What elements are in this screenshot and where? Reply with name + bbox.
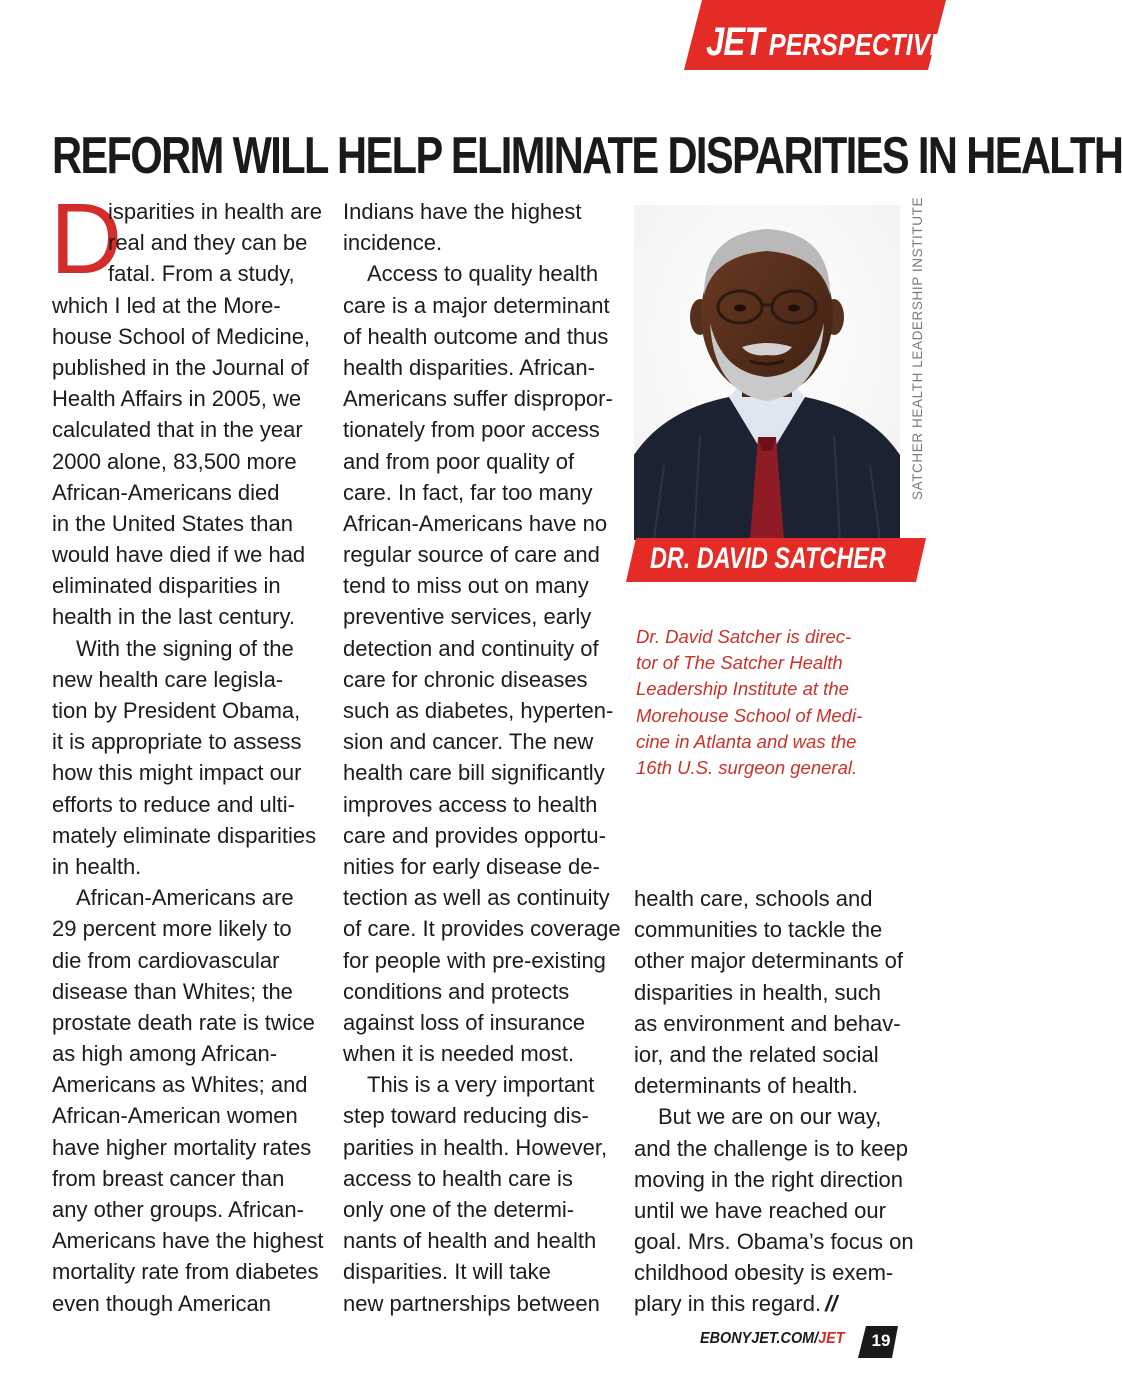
text-line: when it is needed most. — [343, 1041, 575, 1067]
text-line: 29 percent more likely to — [52, 916, 292, 942]
text-line: prostate death rate is twice — [52, 1009, 315, 1035]
drop-cap: D — [50, 183, 123, 295]
text-line: health disparities. African- — [343, 354, 595, 380]
text-line: disparities in health, such — [634, 979, 882, 1005]
text-line: preventive services, early — [343, 604, 592, 630]
footer-site-suffix: JET — [818, 1330, 845, 1347]
text-line: parities in health. However, — [343, 1134, 608, 1160]
text-line: moving in the right direction — [634, 1166, 904, 1192]
footer-site — [700, 1330, 844, 1348]
text-line: in health. — [52, 853, 142, 879]
text-line: mortality rate from diabetes — [52, 1259, 319, 1285]
text-line: incidence. — [343, 230, 443, 256]
text-line: would have died if we had — [52, 542, 306, 568]
text-line: care is a major determinant — [343, 292, 610, 318]
text-line: goal. Mrs. Obama’s focus on — [634, 1229, 914, 1255]
text-line: care for chronic diseases — [343, 666, 588, 692]
caption-line: tor of The Satcher Health — [636, 652, 843, 674]
text-line: detection and continuity of — [343, 635, 599, 661]
text-line — [634, 1288, 914, 1319]
text-line: disease than Whites; the — [52, 978, 293, 1004]
article-headline: REFORM WILL HELP ELIMINATE DISPARITIES IN HEALTH — [52, 127, 1122, 185]
text-line: But we are on our way, — [658, 1104, 882, 1130]
photo-credit: SATCHER HEALTH LEADERSHIP INSTITUTE — [910, 196, 925, 500]
text-line: and from poor quality of — [343, 448, 575, 474]
text-line: This is a very important — [367, 1072, 595, 1098]
text-line: calculated that in the year — [52, 417, 303, 443]
article-column-2 — [343, 196, 623, 1319]
name-plate — [626, 538, 926, 582]
text-line: improves access to health — [343, 791, 598, 817]
text-line: even though American — [52, 1290, 271, 1316]
photo-caption — [636, 624, 906, 781]
portrait-name: DR. DAVID SATCHER — [650, 542, 886, 575]
text-line: Indians have the highest — [343, 199, 582, 224]
banner-section: PERSPECTIVE — [768, 27, 947, 62]
text-line: health care, schools and — [634, 886, 873, 911]
text-line: communities to tackle the — [634, 917, 883, 943]
portrait-photo — [634, 205, 900, 540]
text-line: new partnerships between — [343, 1290, 600, 1316]
text-line: tionately from poor access — [343, 417, 600, 443]
text-line: regular source of care and — [343, 542, 600, 568]
text-line: such as diabetes, hyperten- — [343, 698, 614, 723]
text-line: of health outcome and thus — [343, 323, 609, 349]
caption-line: Morehouse School of Medi- — [636, 704, 863, 726]
banner-brand: JET — [706, 20, 764, 64]
text-line: isparities in health are — [108, 199, 323, 224]
text-line: conditions and protects — [343, 978, 570, 1004]
text-line: Access to quality health — [367, 261, 599, 287]
text-line: ior, and the related social — [634, 1041, 879, 1067]
text-line: care and provides opportu- — [343, 822, 606, 848]
text-line: With the signing of the — [76, 635, 294, 661]
caption-line: Leadership Institute at the — [636, 678, 849, 700]
text-line: other major determinants of — [634, 948, 904, 974]
text-line: step toward reducing dis- — [343, 1103, 589, 1129]
text-line: African-Americans have no — [343, 510, 608, 536]
text-line: health in the last century. — [52, 604, 295, 630]
text-line: from breast cancer than — [52, 1165, 285, 1191]
text-line: in the United States than — [52, 510, 293, 536]
text-line: until we have reached our — [634, 1197, 886, 1223]
text-line: tend to miss out on many — [343, 573, 589, 599]
text-line: against loss of insurance — [343, 1009, 586, 1035]
text-line: have higher mortality rates — [52, 1134, 312, 1160]
text-line: Americans as Whites; and — [52, 1072, 308, 1098]
footer-site-prefix: EBONYJET.COM/ — [700, 1330, 819, 1347]
text-line: sion and cancer. The new — [343, 729, 594, 755]
page-number-box — [858, 1326, 898, 1358]
text-line: which I led at the More- — [52, 292, 281, 318]
caption-line: Dr. David Satcher is direc- — [636, 626, 852, 647]
text-line: it is appropriate to assess — [52, 729, 302, 755]
text-line: and the challenge is to keep — [634, 1135, 908, 1161]
text-line: nities for early disease de- — [343, 853, 600, 879]
end-mark: // — [825, 1291, 838, 1317]
text-line: Health Affairs in 2005, we — [52, 386, 302, 412]
text-line: for people with pre-existing — [343, 947, 606, 973]
caption-line: 16th U.S. surgeon general. — [636, 757, 858, 779]
text-line: any other groups. African- — [52, 1197, 304, 1222]
text-line: real and they can be — [108, 230, 308, 256]
portrait-illustration — [634, 205, 900, 540]
page-number: 19 — [871, 1331, 891, 1350]
text-line: how this might impact our — [52, 760, 302, 786]
text-line: determinants of health. — [634, 1073, 858, 1099]
section-banner — [684, 0, 946, 70]
text-line: as high among African- — [52, 1041, 278, 1067]
text-line: eliminated disparities in — [52, 573, 281, 599]
text-line: Americans suffer dispropor- — [343, 386, 613, 412]
text-line: African-Americans died — [52, 479, 280, 505]
text-line: as environment and behav- — [634, 1010, 901, 1036]
text-line: fatal. From a study, — [108, 261, 295, 287]
text-line: disparities. It will take — [343, 1259, 551, 1285]
text-line: tection as well as continuity — [343, 885, 610, 911]
text-line-content: plary in this regard. — [634, 1291, 822, 1317]
text-line: access to health care is — [343, 1165, 573, 1191]
text-line: childhood obesity is exem- — [634, 1260, 894, 1286]
text-line: mately eliminate disparities — [52, 822, 317, 848]
text-line: house School of Medicine, — [52, 323, 311, 349]
caption-line: cine in Atlanta and was the — [636, 730, 857, 752]
text-line: care. In fact, far too many — [343, 479, 593, 505]
banner-label — [706, 20, 947, 65]
text-line: published in the Journal of — [52, 354, 309, 380]
text-line: die from cardiovascular — [52, 947, 280, 973]
text-line: Americans have the highest — [52, 1228, 324, 1254]
text-line: health care bill significantly — [343, 760, 605, 786]
article-column-3 — [634, 883, 914, 1320]
text-line: 2000 alone, 83,500 more — [52, 448, 297, 474]
text-line: nants of health and health — [343, 1228, 597, 1254]
text-line: only one of the determi- — [343, 1197, 575, 1222]
text-line: African-Americans are — [76, 885, 294, 911]
text-line: new health care legisla- — [52, 666, 284, 692]
text-line: tion by President Obama, — [52, 698, 301, 723]
text-line: efforts to reduce and ulti- — [52, 791, 295, 817]
text-line: of care. It provides coverage — [343, 916, 621, 942]
article-column-1 — [50, 183, 332, 1319]
text-line: African-American women — [52, 1103, 298, 1129]
